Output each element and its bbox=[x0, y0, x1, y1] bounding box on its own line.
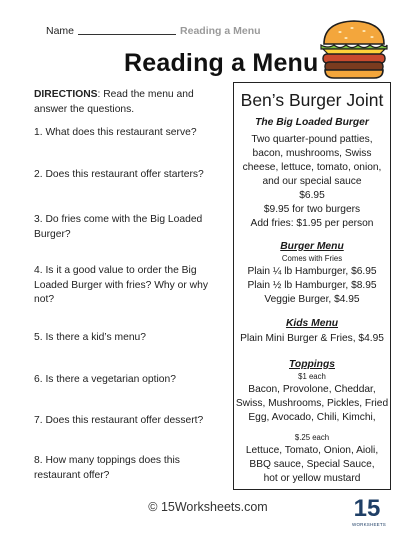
name-line bbox=[78, 34, 176, 35]
menu-title: Ben’s Burger Joint bbox=[240, 90, 384, 110]
featured-price: $6.95 bbox=[299, 190, 325, 201]
question-6: 6. Is there a vegetarian option? bbox=[34, 374, 176, 385]
kids-menu-item: Plain Mini Burger & Fries, $4.95 bbox=[240, 333, 384, 344]
header-subtitle: Reading a Menu bbox=[180, 25, 261, 37]
toppings-price-2: $.25 each bbox=[294, 433, 330, 442]
directions-text: : Read the menu and answer the questions. bbox=[34, 89, 194, 115]
featured-fries: Add fries: $1.95 per person bbox=[250, 218, 374, 229]
logo-text: WORKSHEETS bbox=[352, 522, 387, 527]
logo-number: 15 bbox=[353, 495, 381, 522]
toppings-heading: Toppings bbox=[289, 359, 335, 370]
burger-menu-item: Plain ½ lb Hamburger, $8.95 bbox=[247, 280, 377, 291]
menu-box bbox=[233, 82, 391, 490]
footer-copyright: © 15Worksheets.com bbox=[148, 500, 268, 514]
toppings-line: Bacon, Provolone, Cheddar, bbox=[248, 384, 376, 395]
burger-menu-note: Comes with Fries bbox=[281, 254, 343, 263]
toppings-line: Egg, Avocado, Chili, Kimchi, bbox=[248, 412, 376, 423]
toppings-line: hot or yellow mustard bbox=[263, 473, 361, 484]
featured-desc-line: and our special sauce bbox=[262, 176, 362, 187]
question-4: 4. Is it a good value to order the Big Loaded Burger with fries? Why or why not? bbox=[34, 265, 208, 305]
featured-desc-line: bacon, mushrooms, Swiss bbox=[252, 148, 372, 159]
question-8: 8. How many toppings does this restaurant offer? bbox=[34, 455, 180, 481]
name-label: Name bbox=[46, 25, 75, 37]
directions bbox=[34, 88, 224, 117]
burger-menu-item: Plain ¼ lb Hamburger, $6.95 bbox=[247, 266, 377, 277]
featured-desc-line: cheese, lettuce, tomato, onion, bbox=[242, 162, 382, 173]
featured-desc-line: Two quarter-pound patties, bbox=[251, 134, 373, 145]
header-row bbox=[46, 25, 261, 37]
toppings-line: Swiss, Mushrooms, Pickles, Fried bbox=[235, 398, 389, 409]
question-2: 2. Does this restaurant offer starters? bbox=[34, 169, 204, 180]
question-1: 1. What does this restaurant serve? bbox=[34, 127, 197, 138]
directions-label: DIRECTIONS bbox=[34, 89, 98, 100]
toppings-line: Lettuce, Tomato, Onion, Aioli, bbox=[245, 445, 379, 456]
featured-name: The Big Loaded Burger bbox=[255, 117, 369, 128]
question-7: 7. Does this restaurant offer dessert? bbox=[34, 415, 204, 426]
burger-menu-heading: Burger Menu bbox=[280, 241, 344, 252]
hamburger-illustration bbox=[318, 18, 390, 80]
toppings-line: BBQ sauce, Special Sauce, bbox=[249, 459, 375, 470]
worksheets-logo bbox=[352, 495, 387, 531]
kids-menu-heading: Kids Menu bbox=[285, 318, 339, 329]
question-3: 3. Do fries come with the Big Loaded Burger? bbox=[34, 214, 203, 240]
page-title: Reading a Menu bbox=[124, 49, 319, 77]
toppings-price-1: $1 each bbox=[298, 372, 326, 381]
featured-deal: $9.95 for two burgers bbox=[263, 204, 361, 215]
question-5: 5. Is there a kid’s menu? bbox=[34, 332, 146, 343]
burger-menu-item: Veggie Burger, $4.95 bbox=[264, 294, 360, 305]
